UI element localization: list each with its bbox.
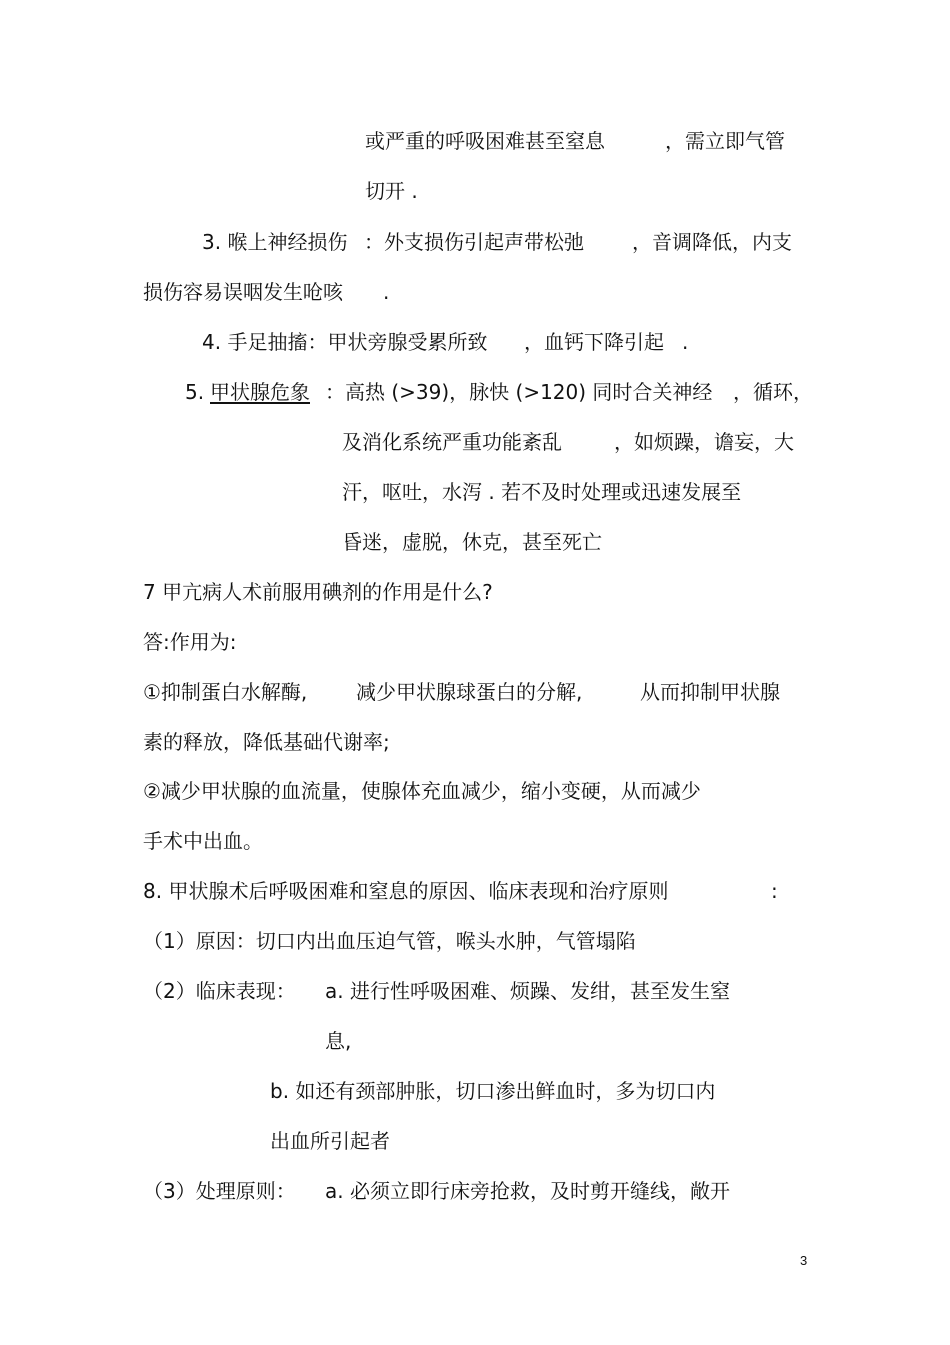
text-segment: a. 进行性呼吸困难、烦躁、发绀，甚至发生窒 [325,979,730,1003]
text-line [365,128,785,154]
text-line [342,479,741,505]
underlined-term: 甲状腺危象 [210,380,310,404]
text-segment: 减少甲状腺球蛋白的分解, [356,680,583,704]
text-segment: a. 必须立即行床旁抢救，及时剪开缝线，敞开 [325,1179,730,1203]
text-line [143,778,701,804]
text-line [143,679,780,705]
text-line [270,1078,715,1104]
text-segment: ，循环， [733,380,813,404]
text-segment: 昏迷，虚脱，休克，甚至死亡 [342,530,602,554]
text-line [325,1028,351,1054]
text-line [185,379,813,405]
text-segment: ，如烦躁，谵妄，大 [614,430,794,454]
text-segment: 手术中出血。 [143,829,263,853]
text-segment: ①抑制蛋白水解酶, [143,680,308,704]
text-segment: 息, [325,1029,352,1053]
text-segment: ，需立即气管 [665,129,785,153]
question-heading [143,878,778,904]
text-segment: 汗，呕吐，水泻 . 若不及时处理或迅速发展至 [342,480,742,504]
text-segment: b. 如还有颈部肿胀，切口渗出鲜血时，多为切口内 [270,1079,716,1103]
text-line [202,329,689,355]
text-line [143,1178,730,1204]
text-line [202,229,792,255]
text-segment: ：外支损伤引起声带松弛 [364,230,584,254]
text-segment: ，音调降低，内支 [632,230,792,254]
text-segment: （3）处理原则： [143,1179,296,1203]
question-heading [143,579,493,605]
text-segment: 3. 喉上神经损伤 [202,230,348,254]
text-segment: 出血所引起者 [270,1129,390,1153]
text-segment: 从而抑制甲状腺 [640,680,780,704]
text-segment: 7 甲亢病人术前服用碘剂的作用是什么? [143,580,493,604]
text-segment: 素的释放，降低基础代谢率; [143,730,390,754]
page-number: 3 [800,1253,808,1268]
text-line [143,828,263,854]
text-line [342,529,602,555]
text-line [143,729,390,755]
text-line [365,178,418,204]
text-segment: 8. 甲状腺术后呼吸困难和窒息的原因、临床表现和治疗原则 [143,879,669,903]
text-line [342,429,794,455]
text-segment: （2）临床表现： [143,979,296,1003]
text-segment: 答:作用为: [143,630,237,654]
text-segment: 4. 手足抽搐：甲状旁腺受累所致 [202,330,488,354]
text-segment: （1）原因：切口内出血压迫气管，喉头水肿，气管塌陷 [143,929,636,953]
text-segment: . [682,330,689,354]
text-segment: . [383,280,390,304]
text-line [143,978,730,1004]
text-segment: : [771,879,778,903]
text-segment: 或严重的呼吸困难甚至窒息 [365,129,605,153]
text-segment: ，血钙下降引起 [524,330,664,354]
text-segment: 损伤容易误咽发生呛咳 [143,280,343,304]
text-line [143,279,390,305]
text-segment: 5. [185,380,205,404]
text-line [270,1128,390,1154]
text-segment: 及消化系统严重功能紊乱 [342,430,562,454]
text-segment: ②减少甲状腺的血流量，使腺体充血减少，缩小变硬，从而减少 [143,779,701,803]
text-line [143,928,636,954]
text-line [143,629,236,655]
text-segment: 切开 . [365,179,418,203]
text-segment: ：高热 (>39)，脉快 (>120) 同时合关神经 [325,380,713,404]
